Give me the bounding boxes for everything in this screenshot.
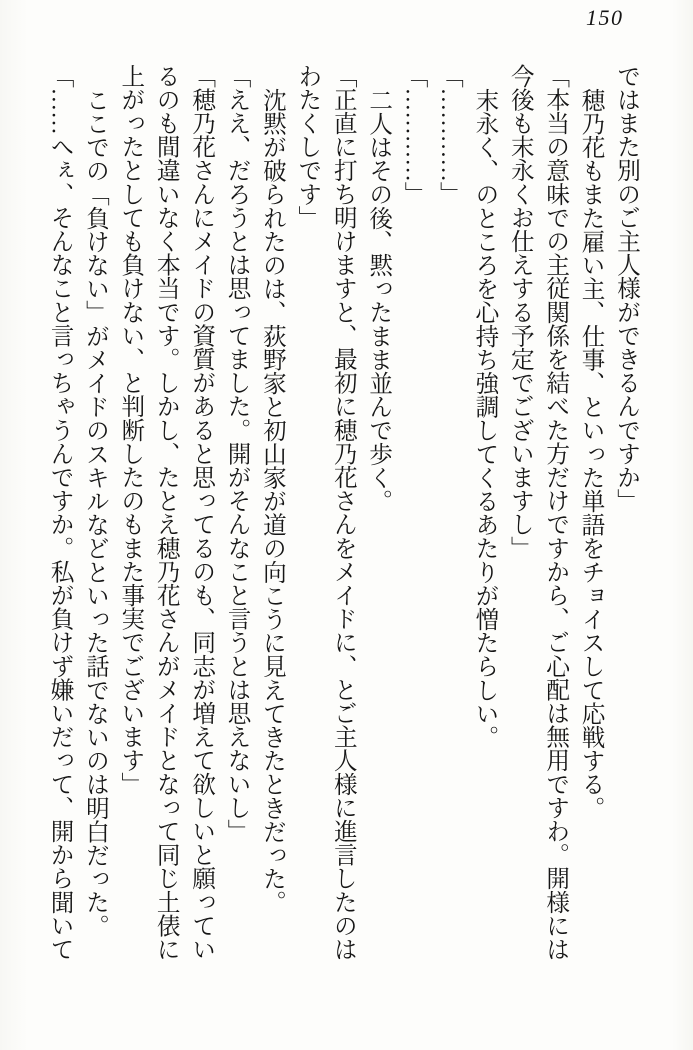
paragraph: 穂乃花もまた雇い主、仕事、といった単語をチョイスして応戦する。 — [577, 87, 604, 820]
paragraph: ではまた別のご主人様ができるんですか」 — [613, 64, 639, 513]
paragraph: 末永く、のところを心持ち強調してくるあたりが憎たらしい。 — [471, 87, 498, 749]
paragraph: 「穂乃花さんにメイドの資質があると思ってるのも、同志が増えて欲しいと願っているのも間違いなく本当です。しかし、たとえ穂乃花さんがメイドとなって同じ土俵に上がったとしても負けない、と判断したのもまた事実でございます」 — [117, 64, 215, 961]
paragraph: 「正直に打ち明けますと、最初に穂乃花さんをメイドに、とご主人様に進言したのはわたくしです」 — [294, 64, 356, 961]
vertical-text-block — [41, 64, 643, 963]
paragraph: 「本当の意味での主従関係を結べた方だけですから、ご心配は無用ですわ。開様には今後も末永くお仕えする予定でございますし」 — [506, 64, 569, 961]
paragraph: 「…………」 — [400, 64, 427, 206]
paragraph: 二人はその後、黙ったまま並んで歩く。 — [365, 87, 392, 513]
paragraph: 「ええ、だろうとは思ってました。開がそんなこと言うとは思えないし」 — [223, 64, 250, 843]
paragraph: 「……へぇ、そんなこと言っちゃうんですか。私が負けず嫌いだって、開から聞いて — [46, 64, 73, 961]
paragraph: 沈黙が破られたのは、荻野家と初山家が道の向こうに見えてきたときだった。 — [258, 87, 285, 914]
paragraph: ここでの「負けない」がメイドのスキルなどといった話でないのは明白だった。 — [81, 87, 108, 938]
page-number: 150 — [586, 5, 624, 30]
paragraph: 「…………」 — [435, 64, 462, 206]
